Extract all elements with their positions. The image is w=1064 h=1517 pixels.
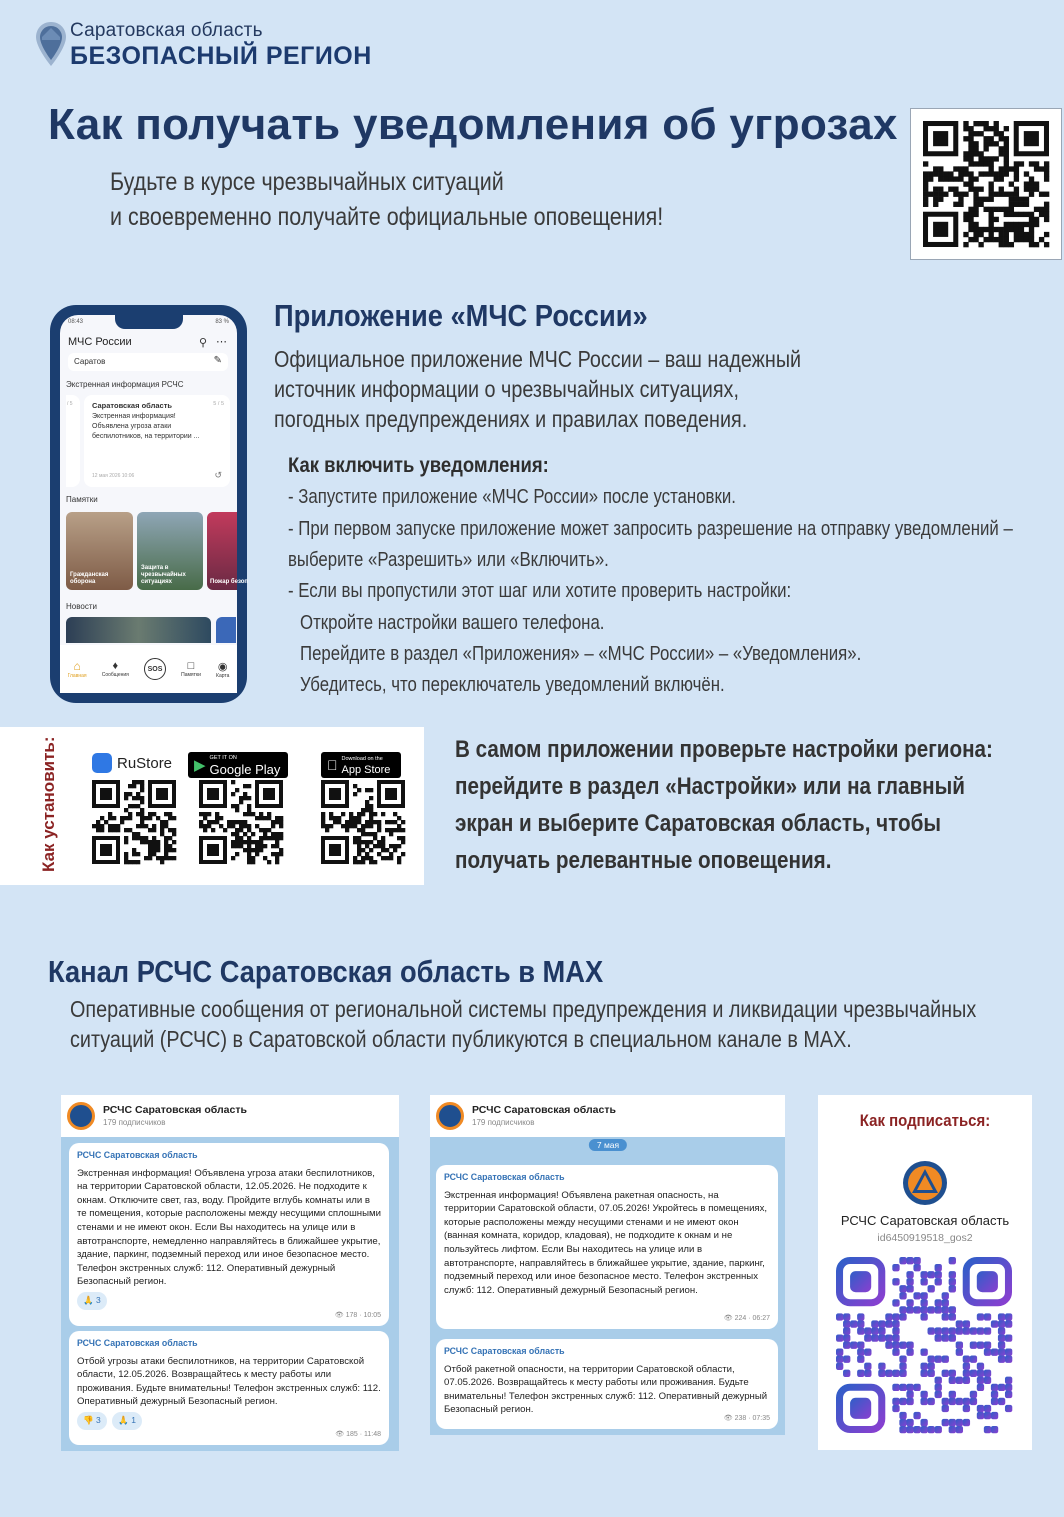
message-bubble[interactable] xyxy=(69,1331,389,1445)
qr-code-icon xyxy=(199,780,283,864)
channel-subscribers: 179 подписчиков xyxy=(472,1118,535,1127)
card-page: 5 / 5 xyxy=(213,401,224,407)
nav-map[interactable] xyxy=(216,660,229,679)
chat-header xyxy=(430,1095,785,1137)
more-icon[interactable]: ⋯ xyxy=(216,336,227,348)
message-sender: РСЧС Саратовская область xyxy=(77,1338,198,1348)
install-label: Как установить: xyxy=(39,736,58,872)
subscribe-title: Как подписаться: xyxy=(859,1111,991,1130)
chat-header xyxy=(61,1095,399,1137)
date-chip: 7 мая xyxy=(589,1139,627,1151)
message-sender: РСЧС Саратовская область xyxy=(77,1150,198,1160)
note-icon: □ xyxy=(187,660,195,672)
step-3b: Перейдите в раздел «Приложения» – «МЧС России» – «Уведомления». xyxy=(300,643,862,665)
message-text: Отбой ракетной опасности, на территории Саратовской области, 07.05.2026. Возвращайтесь к месту работы или проживания. Будьте внимательны! Телефон экстренных служб: 112. Оперативный дежурный Безопасный регион. xyxy=(444,1363,768,1416)
rustore-badge[interactable] xyxy=(92,753,172,773)
apple-icon xyxy=(327,757,338,773)
message-meta: 👁 185 · 11:48 xyxy=(335,1431,381,1439)
search-icon[interactable]: ⚲ xyxy=(198,337,207,349)
app-store-label: App Store xyxy=(331,763,380,776)
step-1: - Запустите приложение «МЧС России» после установки. xyxy=(288,486,736,508)
subtitle-line-2: и своевременно получайте официальные оповещения! xyxy=(110,203,664,231)
card-date: 12 мая 2026 10:06 xyxy=(92,473,135,479)
region-value: Саратов xyxy=(74,357,106,366)
channel-name: РСЧС Саратовская область xyxy=(472,1104,616,1116)
phone-mockup xyxy=(50,305,247,703)
message-sender: РСЧС Саратовская область xyxy=(444,1172,565,1182)
tile-label: Защита в чрезвычайных ситуациях xyxy=(141,565,186,585)
phone-notch xyxy=(115,315,183,329)
message-sender: РСЧС Саратовская область xyxy=(444,1346,565,1356)
nav-label: Главная xyxy=(67,673,87,679)
qr-code-max-channel[interactable] xyxy=(836,1257,1012,1438)
qr-code-main[interactable] xyxy=(910,108,1062,260)
status-time: 08:43 xyxy=(68,319,84,325)
channel-logo-icon xyxy=(436,1102,464,1130)
region-selector[interactable] xyxy=(68,353,228,371)
nav-messages[interactable] xyxy=(102,660,129,678)
channel-name: РСЧС Саратовская область xyxy=(103,1104,247,1116)
subscribe-card xyxy=(818,1095,1032,1450)
message-text: Экстренная информация! Объявлена угроза атаки беспилотников, на территории Саратовской области, 12.05.2026. Не подходите к окнам. Отключите свет, газ, воду. Пройдите вглубь комнаты или в те помещения, которые расположены между несущими сплошными стенами и не имеют окон. Если Вы находитесь на улице или в автотранспорте, немедленно направляйтесь в ближайшее укрытие, здание, паркинг, подземный переход или иное безопасное место. Телефон экстренных служб: 112. Оперативный дежурный Безопасный регион. xyxy=(77,1167,381,1288)
google-play-small: GET IT ON xyxy=(209,755,237,761)
share-icon[interactable]: ↺ xyxy=(214,470,222,480)
tile-civil-defense[interactable] xyxy=(66,512,133,590)
message-text: Отбой угрозы атаки беспилотников, на территории Саратовской области, 12.05.2026. Возвращайтесь к месту работы или проживания. Будьте внимательны! Телефон экстренных служб: 112. Оперативный дежурный Безопасный регион. xyxy=(77,1355,381,1408)
news-image[interactable] xyxy=(66,617,211,643)
channel-logo-icon xyxy=(67,1102,95,1130)
bell-icon: ♦ xyxy=(112,660,119,672)
channel-desc-line-2: ситуаций (РСЧС) в Саратовской области публикуются в специальном канале в MAX. xyxy=(70,1026,852,1052)
channel-desc-line-1: Оперативные сообщения от региональной системы предупреждения и ликвидации чрезвычайных xyxy=(70,996,977,1022)
bottom-nav xyxy=(60,645,237,693)
nav-label: Памятки xyxy=(181,672,201,678)
step-3: - Если вы пропустили этот шаг или хотите проверить настройки: xyxy=(288,580,792,602)
home-icon: ⌂ xyxy=(73,659,81,673)
step-2-cont: выберите «Разрешить» или «Включить». xyxy=(288,549,609,571)
subscribe-channel-id: id6450919518_gos2 xyxy=(877,1232,973,1244)
rustore-icon xyxy=(92,753,112,773)
qr-code-icon xyxy=(923,121,1049,247)
chat-screenshot-2 xyxy=(430,1095,785,1435)
channel-subscribers: 179 подписчиков xyxy=(103,1118,166,1127)
map-pin-icon: ◉ xyxy=(217,660,228,673)
region-line-4: получать релевантные оповещения. xyxy=(455,847,832,874)
chat-screenshot-1 xyxy=(61,1095,399,1451)
message-meta: 👁 178 · 10:05 xyxy=(334,1312,381,1320)
qr-code-rustore[interactable] xyxy=(92,780,176,869)
news-label: Новости xyxy=(66,602,97,611)
rschs-emblem-icon xyxy=(902,1160,948,1206)
region-line-2: перейдите в раздел «Настройки» или на главный xyxy=(455,773,965,800)
app-section-title: Приложение «МЧС России» xyxy=(274,298,648,333)
google-play-badge[interactable] xyxy=(188,752,288,778)
reminders-label: Памятки xyxy=(66,495,98,504)
region-line-3: экран и выберите Саратовская область, чтобы xyxy=(455,810,941,837)
step-2: - При первом запуске приложение может запросить разрешение на отправку уведомлений – xyxy=(288,518,1013,540)
tile-emergency-protection[interactable] xyxy=(137,512,203,590)
card-title: Саратовская область xyxy=(92,401,172,410)
reaction-dislike[interactable]: 👎 3 xyxy=(77,1412,107,1430)
subtitle-line-1: Будьте в курсе чрезвычайных ситуаций xyxy=(110,168,504,196)
status-battery: 83 % xyxy=(215,319,229,325)
message-meta: 👁 238 · 07:35 xyxy=(723,1415,770,1423)
google-play-label: Google Play xyxy=(209,762,281,777)
page-title: Как получать уведомления об угрозах xyxy=(48,100,898,149)
tile-label: Гражданская оборона xyxy=(70,572,109,585)
qr-code-google-play[interactable] xyxy=(199,780,283,869)
qr-code-icon xyxy=(92,780,176,864)
card-line-1: Экстренная информация! xyxy=(92,413,176,420)
brand-region: Саратовская область xyxy=(70,20,263,41)
edit-icon[interactable]: ✎ xyxy=(213,355,222,366)
message-bubble[interactable] xyxy=(69,1143,389,1326)
message-text: Экстренная информация! Объявлена ракетная опасность, на территории Саратовской области, 07.05.2026! Укройтесь в помещениях, которые расположены между несущими стенами и не имеют окон (ванная комната, коридор, кладовая), не подходите к окнам и не пользуйтесь лифтом. Если Вы находитесь на улице или в автотранспорте, направляйтесь в ближайшее укрытие, здание, паркинг, подземный переход или иное безопасное место. Телефон экстренных служб: 112. Оперативный дежурный Безопасный регион. xyxy=(444,1189,768,1296)
reaction-pray[interactable]: 🙏 1 xyxy=(112,1412,142,1430)
qr-code-app-store[interactable] xyxy=(321,780,405,869)
tile-label: Пожар безоп xyxy=(210,579,249,585)
brand-name: БЕЗОПАСНЫЙ РЕГИОН xyxy=(70,42,372,70)
external-info-label: Экстренная информация РСЧС xyxy=(66,380,184,389)
message-bubble[interactable] xyxy=(436,1165,778,1329)
message-meta: 👁 224 · 06:27 xyxy=(723,1315,770,1323)
step-3a: Откройте настройки вашего телефона. xyxy=(300,612,605,634)
tile-fire-safety[interactable] xyxy=(207,512,249,590)
google-play-icon: ▶ xyxy=(194,757,206,774)
channel-section-title: Канал РСЧС Саратовская область в MAX xyxy=(48,954,604,989)
phone-screen xyxy=(60,315,249,693)
app-desc-line-1: Официальное приложение МЧС России – ваш надежный xyxy=(274,346,802,372)
card-line-3: беспилотников, на территории ... xyxy=(92,433,200,440)
nav-label: Карта xyxy=(216,672,230,679)
nav-label: Сообщения xyxy=(101,672,129,678)
howto-title: Как включить уведомления: xyxy=(288,454,549,477)
qr-code-icon xyxy=(321,780,405,864)
app-title: МЧС России xyxy=(68,336,132,348)
region-logo-icon xyxy=(34,20,68,68)
news-card[interactable] xyxy=(84,395,230,487)
sos-button[interactable]: SOS xyxy=(144,658,166,680)
nav-reminders[interactable] xyxy=(181,660,201,678)
prev-card[interactable] xyxy=(66,395,80,487)
step-3c: Убедитесь, что переключатель уведомлений включён. xyxy=(300,674,725,696)
card-line-2: Объявлена угроза атаки xyxy=(92,423,172,430)
prev-card-page: / 5 xyxy=(67,401,73,407)
app-store-small: Download on the xyxy=(331,755,373,762)
region-line-1: В самом приложении проверьте настройки региона: xyxy=(455,736,993,763)
qr-code-icon xyxy=(836,1257,1012,1433)
rustore-label: RuStore xyxy=(117,754,173,772)
app-desc-line-2: источник информации о чрезвычайных ситуациях, xyxy=(274,376,739,402)
subscribe-channel-name: РСЧС Саратовская область xyxy=(840,1213,1010,1228)
nav-home[interactable] xyxy=(68,659,87,679)
app-desc-line-3: погодных предупреждениях и правилах поведения. xyxy=(274,406,748,432)
app-store-badge[interactable] xyxy=(321,752,401,778)
reaction-pray[interactable]: 🙏 3 xyxy=(77,1292,107,1310)
message-bubble[interactable] xyxy=(436,1339,778,1429)
news-image-next[interactable] xyxy=(216,617,236,643)
